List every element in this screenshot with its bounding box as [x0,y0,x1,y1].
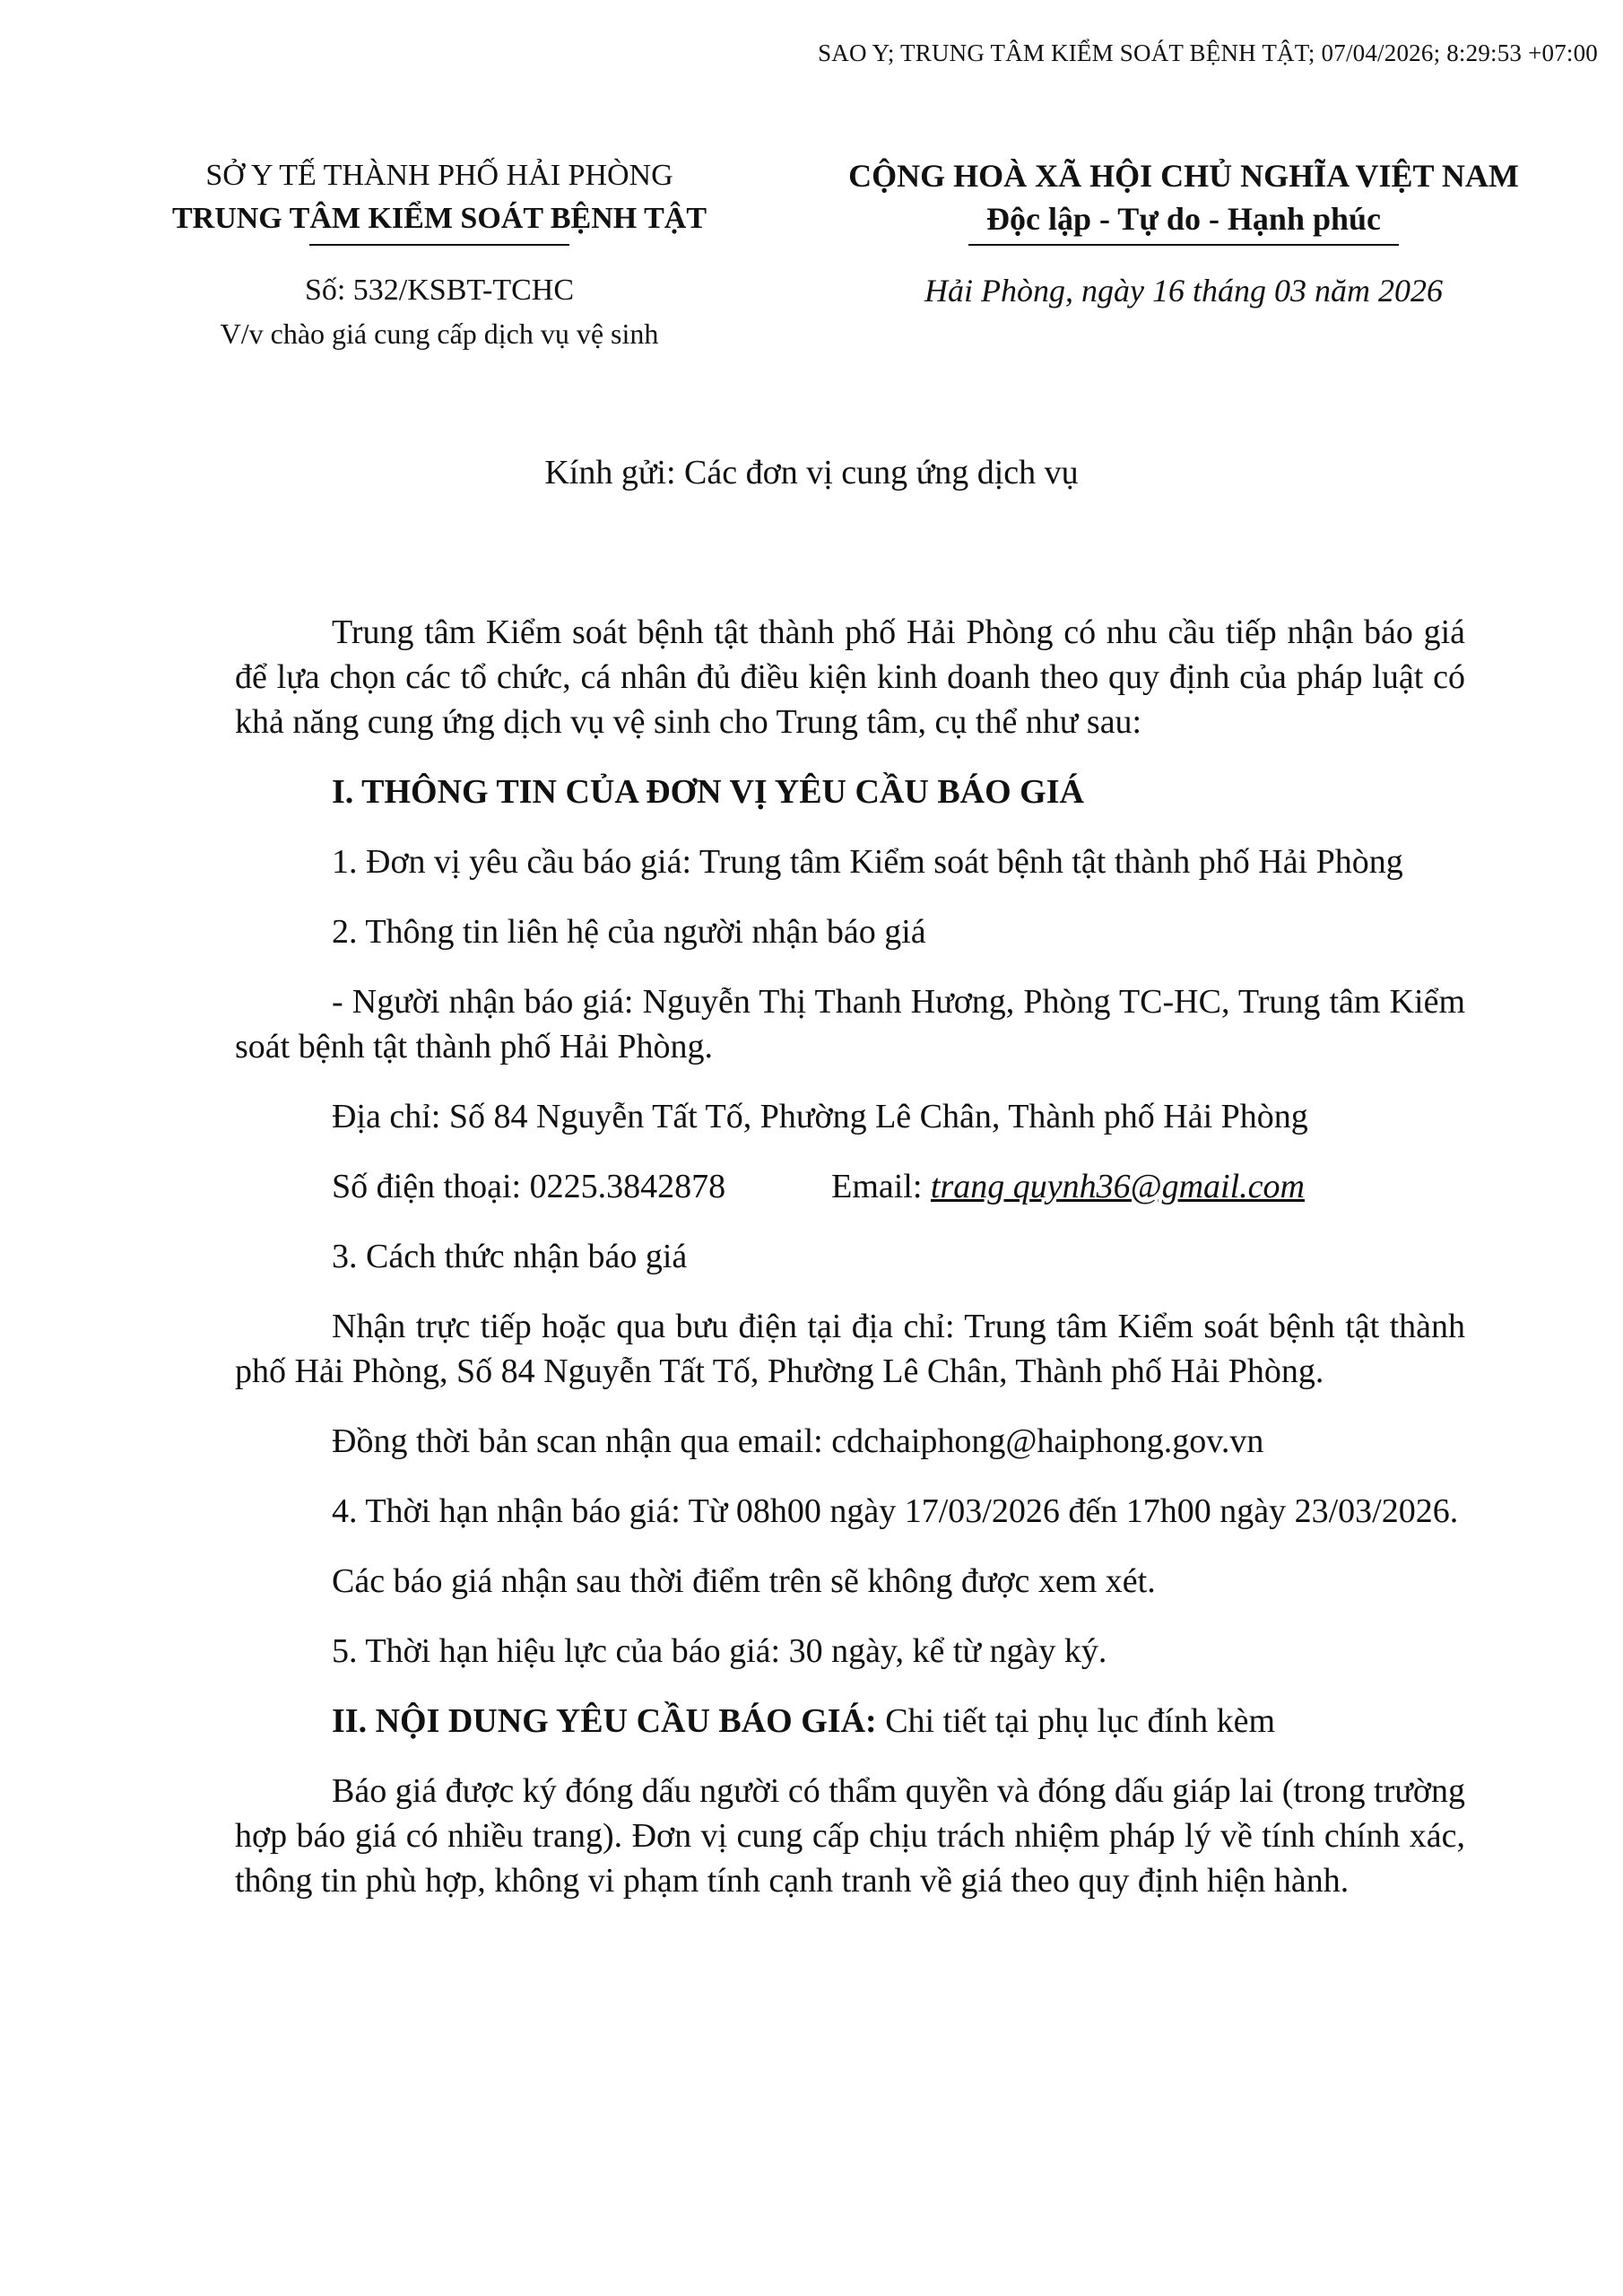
document-date: Hải Phòng, ngày 16 tháng 03 năm 2026 [924,273,1443,309]
issuing-unit: TRUNG TÂM KIỂM SOÁT BỆNH TẬT [171,202,707,235]
late-note: Các báo giá nhận sau thời điểm trên sẽ không được xem xét. [332,1562,1156,1600]
digital-copy-stamp: SAO Y; TRUNG TÂM KIỂM SOÁT BỆNH TẬT; 07/04/2026; 8:29:53 +07:00 [818,39,1598,66]
receive-method: Nhận trực tiếp hoặc qua bưu điện tại địa chỉ: Trung tâm Kiểm soát bệnh tật thành phố Hải Phòng, Số 84 Nguyễn Tất Tố, Phường Lê Chân, Thành phố Hải Phòng. [235,1308,1465,1390]
item-3: 3. Cách thức nhận báo giá [332,1238,688,1275]
document-subject: V/v chào giá cung cấp dịch vụ vệ sinh [220,317,659,350]
address-line: Địa chỉ: Số 84 Nguyễn Tất Tố, Phường Lê Chân, Thành phố Hải Phòng [332,1098,1308,1135]
document-number: Số: 532/KSBT-TCHC [304,274,575,307]
parent-agency: SỞ Y TẾ THÀNH PHỐ HẢI PHÒNG [205,159,673,192]
national-title-block [771,154,1596,246]
contact-line [235,1164,1465,1209]
receiver-info: - Người nhận báo giá: Nguyễn Thị Thanh Hương, Phòng TC-HC, Trung tâm Kiểm soát bệnh tật thành phố Hải Phòng. [235,983,1465,1065]
closing-paragraph: Báo giá được ký đóng dấu người có thẩm quyền và đóng dấu giáp lai (trong trường hợp báo giá có nhiều trang). Đơn vị cung cấp chịu trách nhiệm pháp lý về tính chính xác, thông tin phù hợp, không vi phạm tính cạnh tranh về giá theo quy định hiện hành. [235,1772,1465,1900]
item-1: 1. Đơn vị yêu cầu báo giá: Trung tâm Kiểm soát bệnh tật thành phố Hải Phòng [332,843,1403,881]
section-2-line [235,1699,1465,1744]
phone-number: Số điện thoại: 0225.3842878 [332,1168,726,1205]
section-1-title: I. THÔNG TIN CỦA ĐƠN VỊ YÊU CẦU BÁO GIÁ [332,773,1084,811]
nation-title: CỘNG HOÀ XÃ HỘI CHỦ NGHĨA VIỆT NAM [848,158,1519,194]
email-label: Email: [831,1168,931,1205]
national-motto: Độc lập - Tự do - Hạnh phúc [985,201,1382,237]
intro-paragraph: Trung tâm Kiểm soát bệnh tật thành phố Hải Phòng có nhu cầu tiếp nhận báo giá để lựa chọn các tổ chức, cá nhân đủ điều kiện kinh doanh theo quy định của pháp luật có khả năng cung ứng dịch vụ vệ sinh cho Trung tâm, cụ thể như sau: [235,613,1465,741]
document-number-block [143,269,735,355]
section-2-title: II. NỘI DUNG YÊU CẦU BÁO GIÁ: [332,1702,877,1740]
recipient-line: Kính gửi: Các đơn vị cung ứng dịch vụ [544,454,1079,491]
document-body [235,610,1465,1928]
issuing-agency-block [143,154,735,246]
item-2: 2. Thông tin liên hệ của người nhận báo giá [332,913,926,951]
unit-underline [309,244,569,246]
scan-email-line: Đồng thời bản scan nhận qua email: cdchaiphong@haiphong.gov.vn [332,1422,1264,1460]
item-5: 5. Thời hạn hiệu lực của báo giá: 30 ngày, kể từ ngày ký. [332,1632,1107,1670]
contact-email-link[interactable]: trang quynh36@gmail.com [930,1168,1305,1205]
item-4: 4. Thời hạn nhận báo giá: Từ 08h00 ngày 17/03/2026 đến 17h00 ngày 23/03/2026. [332,1492,1459,1530]
motto-underline [968,244,1399,246]
section-2-detail: Chi tiết tại phụ lục đính kèm [876,1702,1276,1740]
